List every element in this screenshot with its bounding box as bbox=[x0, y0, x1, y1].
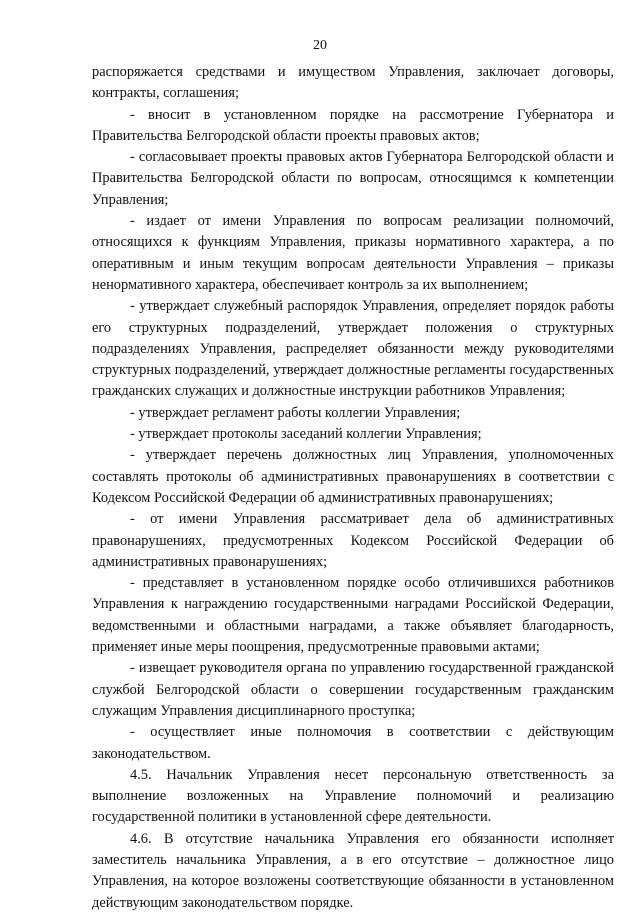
list-item: - извещает руководителя органа по управлению государственной гражданской службой Белгородской области о совершении государственным гражданским служащим Управления дисциплинарного проступка; bbox=[92, 660, 614, 719]
list-item: - утверждает служебный распорядок Управления, определяет порядок работы его структурных подразделений, утверждает положения о структурных подразделениях Управления, распределяет обязанности между руководителями структурных подразделений, утверждает должностные регламенты государственных гражданских служащих и должностные инструкции работников Управления; bbox=[92, 298, 614, 400]
list-item: - издает от имени Управления по вопросам реализации полномочий, относящихся к функциям Управления, приказы нормативного характера, а по оперативным и иным текущим вопросам деятельности Управления – приказы ненормативного характера, обеспечивает контроль за их выполнением; bbox=[92, 213, 614, 293]
list-item: - утверждает протоколы заседаний коллегии Управления; bbox=[130, 426, 482, 443]
list-item: - вносит в установленном порядке на рассмотрение Губернатора и Правительства Белгородской области проекты правовых актов; bbox=[92, 106, 614, 144]
list-item: - согласовывает проекты правовых актов Губернатора Белгородской области и Правительства Белгородской области по вопросам, относящимся к компетенции Управления; bbox=[92, 149, 614, 208]
page-number: 20 bbox=[313, 38, 327, 53]
section-paragraph-4-5: 4.5. Начальник Управления несет персональную ответственность за выполнение возложенных на Управление полномочий и реализацию государственной политики в установленной сфере деятельности. bbox=[92, 766, 614, 826]
list-item: - утверждает регламент работы коллегии Управления; bbox=[130, 404, 461, 421]
paragraph-continuation: распоряжается средствами и имуществом Управления, заключает договоры, контракты, соглашения; bbox=[92, 64, 614, 102]
section-paragraph-4-6: 4.6. В отсутствие начальника Управления его обязанности исполняет заместитель начальника Управления, а в его отсутствие – должностное лицо Управления, на которое возложены соответствующие обязанности в установленном действующим законодательством порядке. bbox=[92, 830, 614, 911]
list-item: - утверждает перечень должностных лиц Управления, уполномоченных составлять протоколы об административных правонарушениях в соответствии с Кодексом Российской Федерации об административных правонарушениях; bbox=[92, 447, 614, 506]
list-item: - от имени Управления рассматривает дела об административных правонарушениях, предусмотренных Кодексом Российской Федерации об административных правонарушениях; bbox=[92, 511, 614, 570]
list-item: - представляет в установленном порядке особо отличившихся работников Управления к награждению государственными наградами Российской Федерации, ведомственными и областными наградами, а также объявляет благодарность, применяет иные меры поощрения, предусмотренные правовыми актами; bbox=[92, 575, 614, 656]
list-item: - осуществляет иные полномочия в соответствии с действующим законодательством. bbox=[92, 724, 614, 762]
document-body bbox=[92, 62, 614, 914]
